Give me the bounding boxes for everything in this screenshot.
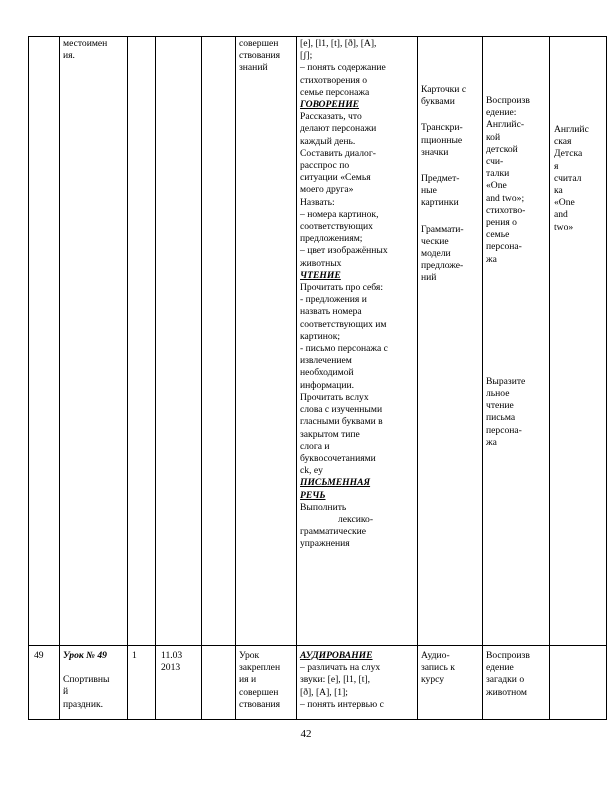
column-divider — [296, 36, 297, 720]
cell-line: чтение — [486, 400, 514, 412]
cell-line: – понять интервью с — [300, 698, 384, 710]
cell-line: счи- — [486, 156, 504, 168]
cell-line: and — [554, 209, 568, 221]
cell-line: слова с изученными — [300, 404, 383, 416]
cell-line: буквами — [421, 96, 455, 108]
cell-line: едение: — [486, 107, 517, 119]
cell-line: ные — [421, 185, 437, 197]
cell-line: ний — [421, 272, 437, 284]
hours-value: 1 — [132, 650, 137, 661]
cell-line: извлечением — [300, 355, 352, 367]
lesson-plan-table — [28, 36, 607, 720]
cell-line: стихотво- — [486, 204, 526, 216]
lesson-number: 49 — [34, 650, 44, 661]
row2-lesson-type-cell — [239, 650, 295, 711]
cell-line: льное — [486, 388, 510, 400]
cell-line: Урок — [239, 650, 260, 661]
row1-song-cell — [554, 124, 606, 234]
row1-lesson-type-cell — [239, 38, 295, 75]
cell-line: Назвать: — [300, 196, 335, 208]
row2-materials-cell — [421, 650, 481, 687]
cell-line: ческие — [421, 235, 449, 247]
page-number: 42 — [300, 728, 312, 740]
cell-line: Воспроизв — [486, 95, 530, 106]
cell-line: – понять содержание — [300, 62, 386, 74]
cell-line: рения о — [486, 217, 517, 229]
cell-line: Карточки с — [421, 84, 467, 95]
date-line: 11.03 — [161, 650, 183, 661]
cell-line: каждый день. — [300, 135, 356, 147]
cell-line: Английс — [554, 124, 589, 135]
reading-heading: ЧТЕНИЕ — [300, 269, 341, 281]
cell-line: Аудио- — [421, 650, 450, 661]
cell-line: запись к — [421, 662, 455, 674]
cell-line: Детска — [554, 148, 583, 160]
cell-line: [ʃ]; — [300, 50, 313, 62]
row1-materials-cell — [421, 84, 481, 285]
cell-line: совершен — [239, 686, 279, 698]
column-divider — [201, 36, 202, 720]
row1-activities-cell — [300, 38, 416, 551]
column-divider — [549, 36, 550, 720]
cell-line: талки — [486, 168, 510, 180]
cell-line: жа — [486, 253, 497, 265]
cell-line: едение — [486, 662, 514, 674]
row1-reproduction-cell — [486, 95, 548, 449]
column-divider — [59, 36, 60, 720]
cell-line: картинок; — [300, 330, 341, 342]
cell-line: детской — [486, 143, 518, 155]
cell-line: праздник. — [63, 698, 104, 710]
column-divider — [482, 36, 483, 720]
cell-line: звуки: [e], [l1, [t], — [300, 674, 370, 686]
cell-line: ия. — [63, 50, 75, 62]
cell-line: Воспроизв — [486, 650, 530, 661]
cell-line: ствования — [239, 698, 281, 710]
cell-line: – номера картинок, — [300, 208, 379, 220]
cell-line: закрытом типе — [300, 428, 360, 440]
cell-line: and two»; — [486, 192, 525, 204]
writing-heading: ПИСЬМЕННАЯ — [300, 477, 371, 489]
speaking-heading: ГОВОРЕНИЕ — [300, 99, 360, 111]
cell-line: Выразите — [486, 375, 526, 387]
cell-line: Транскри- — [421, 122, 463, 134]
row2-reproduction-cell — [486, 650, 548, 699]
cell-line: слога и — [300, 440, 330, 452]
cell-line: Английс- — [486, 119, 525, 131]
cell-line: Граммати- — [421, 223, 464, 235]
cell-line: Прочитать про себя: — [300, 282, 383, 294]
row2-topic-cell — [63, 650, 125, 711]
cell-line: Выполнить — [300, 501, 347, 513]
cell-line: Спортивны — [63, 674, 110, 686]
cell-line: стихотворения о — [300, 74, 368, 86]
lesson-label: Урок № 49 — [63, 650, 107, 661]
cell-line: животных — [300, 257, 342, 269]
cell-line: – различать на слух — [300, 662, 381, 674]
cell-line: расспрос по — [300, 160, 350, 172]
cell-line: лексико- — [338, 513, 374, 525]
cell-line: ck, ey — [300, 465, 323, 477]
cell-line: семье — [486, 229, 510, 241]
cell-line: местоимен — [63, 38, 108, 49]
cell-line: моего друга» — [300, 184, 354, 196]
cell-line: й — [63, 686, 69, 698]
cell-line: кой — [486, 131, 501, 143]
cell-line: соответствующих — [300, 221, 373, 233]
cell-line: делают персонажи — [300, 123, 377, 135]
cell-line: совершен — [239, 38, 279, 49]
cell-line: персона- — [486, 424, 522, 436]
cell-line: считал — [554, 172, 582, 184]
cell-line: [e], [l1, [t], [ð], [A], — [300, 38, 377, 49]
row2-activities-cell — [300, 650, 416, 711]
cell-line: соответствующих им — [300, 318, 387, 330]
cell-line: ская — [554, 136, 572, 148]
cell-line: информации. — [300, 379, 354, 391]
listening-heading: АУДИРОВАНИЕ — [300, 650, 373, 661]
cell-line: [ð], [A], [1]; — [300, 686, 348, 698]
cell-line: значки — [421, 146, 449, 158]
cell-line: письма — [486, 412, 516, 424]
cell-line: персона- — [486, 241, 522, 253]
cell-line: я — [554, 160, 559, 172]
cell-line: курсу — [421, 674, 445, 686]
writing-heading: РЕЧЬ — [300, 489, 326, 501]
date-line: 2013 — [161, 662, 181, 674]
row2-number-cell — [34, 650, 58, 662]
column-divider — [417, 36, 418, 720]
cell-line: буквосочетаниями — [300, 452, 376, 464]
cell-line: – цвет изображённых — [300, 245, 388, 257]
row-divider — [28, 645, 607, 646]
cell-line: гласными буквами в — [300, 416, 383, 428]
cell-line: семье персонажа — [300, 86, 370, 98]
cell-line: Прочитать вслух — [300, 391, 369, 403]
cell-line: пционные — [421, 134, 463, 146]
cell-line: упражнения — [300, 538, 350, 550]
cell-line: грамматические — [300, 526, 367, 538]
cell-line: модели — [421, 248, 451, 260]
column-divider — [127, 36, 128, 720]
cell-line: необходимой — [300, 367, 354, 379]
cell-line: животном — [486, 686, 527, 698]
cell-line: назвать номера — [300, 306, 362, 318]
cell-line: закреплен — [239, 662, 281, 674]
cell-line: Предмет- — [421, 173, 460, 185]
cell-line: ия и — [239, 674, 257, 686]
cell-line: Рассказать, что — [300, 111, 362, 123]
row1-topic-cell — [63, 38, 125, 62]
cell-line: жа — [486, 436, 497, 448]
cell-line: ситуации «Семья — [300, 172, 371, 184]
cell-line: предложе- — [421, 260, 464, 272]
cell-line: предложениям; — [300, 233, 363, 245]
cell-line: two» — [554, 221, 574, 233]
cell-line: - письмо персонажа с — [300, 343, 388, 355]
cell-line: - предложения и — [300, 294, 367, 306]
column-divider — [155, 36, 156, 720]
row2-hours-cell — [132, 650, 154, 662]
cell-line: ствования — [239, 50, 281, 62]
cell-line: картинки — [421, 197, 459, 209]
column-divider — [235, 36, 236, 720]
cell-line: ка — [554, 185, 563, 197]
cell-line: знаний — [239, 62, 268, 74]
cell-line: «One — [554, 197, 575, 209]
cell-line: Составить диалог- — [300, 147, 376, 159]
row2-date-cell — [161, 650, 201, 674]
cell-line: загадки о — [486, 674, 525, 686]
cell-line: «One — [486, 180, 507, 192]
